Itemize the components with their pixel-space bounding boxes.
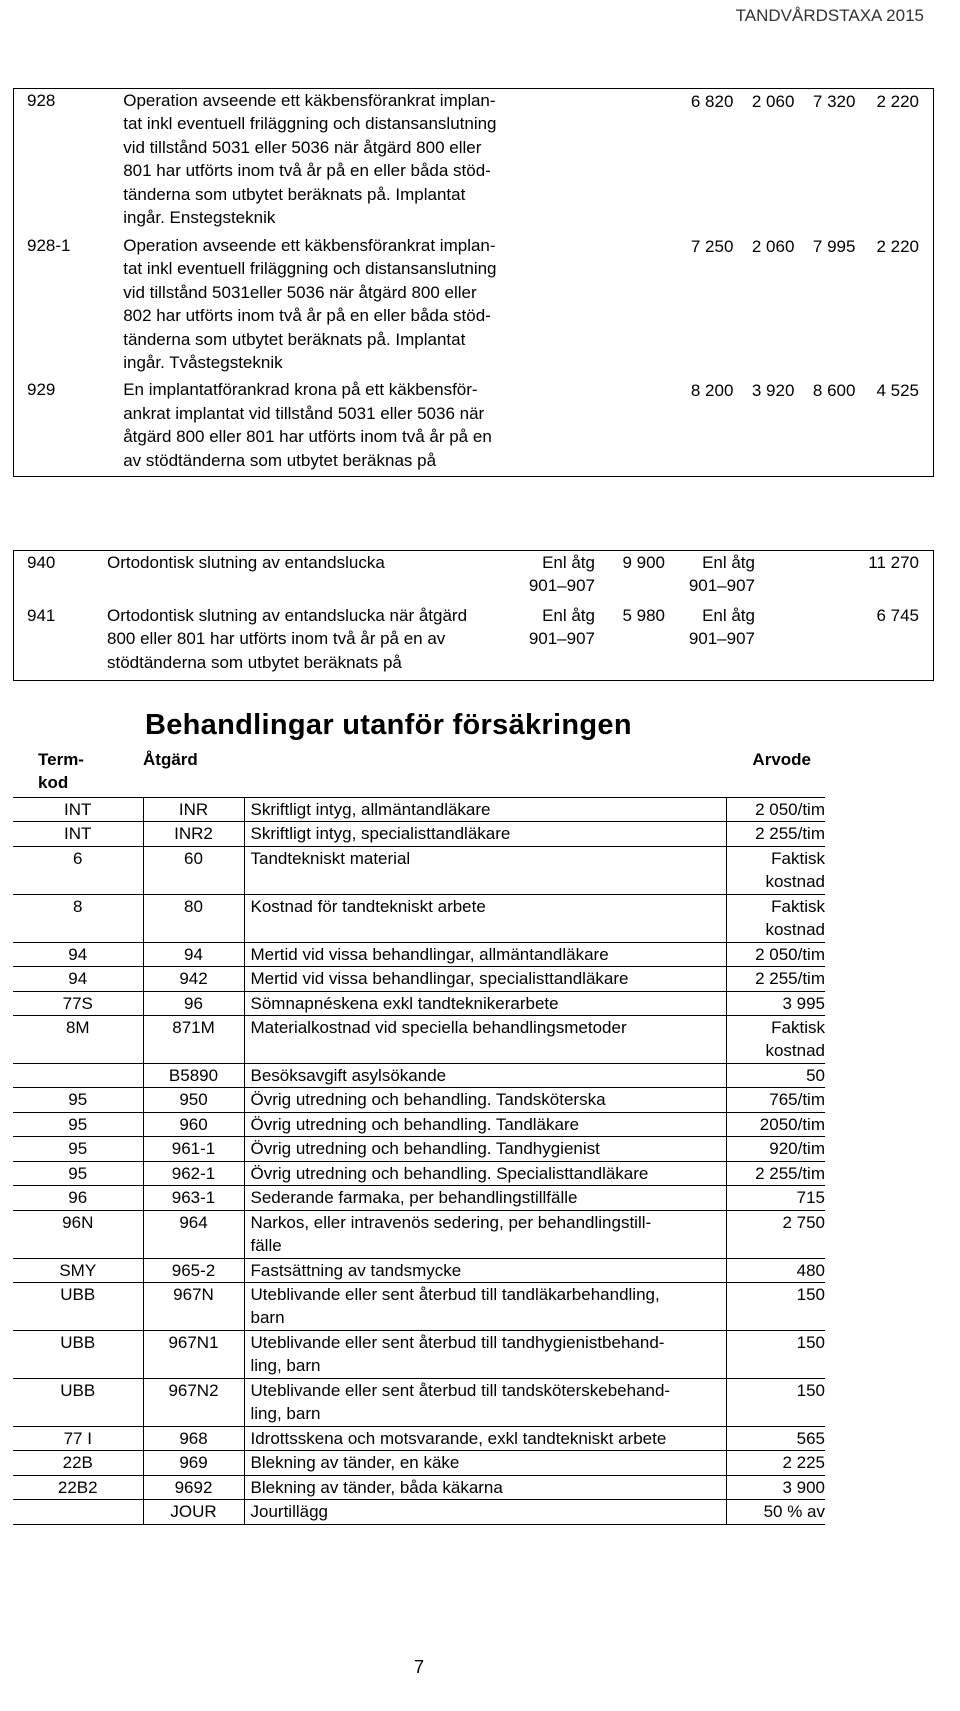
description-line: 801 har utförts inom två år på en eller båda stöd- [123,161,491,181]
arvode-cell [726,967,825,991]
reference-line: 901–907 [688,576,755,596]
termkod-cell: 95 [13,1137,143,1161]
description-line: Övrig utredning och behandling. Specialisttandläkare [250,1163,649,1183]
code-cell: 94 [143,942,244,966]
arvode-cell [726,1137,825,1161]
table-row [13,797,825,821]
table-row [13,1161,825,1185]
reference-line: Enl åtg [702,553,755,572]
description-line: tänderna som utbytet beräknats på. Implantat [123,184,466,204]
description-line: åtgärd 800 eller 801 har utförts inom två år på en [123,427,492,447]
procedure-description [123,89,610,234]
description-line: barn [250,1308,285,1328]
procedure-code: 929 [27,380,56,400]
code-cell: 950 [143,1088,244,1112]
table-row [14,378,934,476]
fee-value: 6 820 [690,92,734,111]
description-line: Blekning av tänder, båda käkarna [250,1477,503,1497]
arvode-line: 50 [806,1065,825,1085]
description-line: ingår. Enstegsteknik [123,208,276,228]
arvode-line: 2 050/tim [755,799,825,819]
arvode-line: kostnad [765,920,825,940]
description-cell [244,1451,726,1475]
column-header-termkod-line: kod [38,773,69,793]
code-cell: 963-1 [143,1186,244,1210]
termkod-cell: 77 I [13,1426,143,1450]
termkod-cell: 77S [13,991,143,1015]
fee-value: 8 600 [812,381,856,401]
arvode-cell [726,1088,825,1112]
code-cell: 9692 [143,1475,244,1499]
description-cell [244,1112,726,1136]
table-row [13,1282,825,1330]
table-row [13,1500,825,1524]
description-line: Ortodontisk slutning av entandslucka [107,553,385,572]
description-line: Mertid vid vissa behandlingar, allmäntandläkare [250,944,609,964]
description-cell [244,1063,726,1087]
page-number: 7 [413,1657,424,1677]
reference-line: 901–907 [528,629,595,649]
arvode-line: kostnad [765,872,825,892]
table-row [13,942,825,966]
termkod-cell: 95 [13,1088,143,1112]
reference-line: Enl åtg [542,553,595,572]
termkod-cell: UBB [13,1378,143,1426]
description-line: Ortodontisk slutning av entandslucka när åtgärd [107,605,468,625]
table-row [13,967,825,991]
fee-value: 3 920 [751,381,795,401]
reference-cell [505,551,595,604]
description-cell [244,1426,726,1450]
reference-line: 901–907 [528,576,595,596]
reference-cell [665,604,755,681]
orthodontic-procedures-table [13,550,934,681]
code-cell: 871M [143,1015,244,1063]
code-cell: 968 [143,1426,244,1450]
description-line: Idrottsskena och motsvarande, exkl tandtekniskt arbete [250,1428,667,1448]
description-cell [244,1186,726,1210]
arvode-line: 3 995 [782,993,825,1013]
arvode-cell [726,894,825,942]
description-line: Blekning av tänder, en käke [250,1453,460,1473]
arvode-line: 480 [796,1260,825,1280]
arvode-cell [726,1015,825,1063]
column-header-termkod [13,748,143,797]
description-line: Operation avseende ett käkbensförankrat implan- [123,235,496,255]
code-cell: 962-1 [143,1161,244,1185]
procedure-code: 940 [27,553,56,572]
description-line: Övrig utredning och behandling. Tandhygienist [250,1139,600,1159]
description-line: vid tillstånd 5031eller 5036 när åtgärd 800 eller [123,282,477,302]
fee-value: 2 220 [876,92,919,111]
column-header-termkod-line: Term- [38,750,84,769]
description-line: Narkos, eller intravenös sedering, per behandlingstill- [250,1212,652,1232]
arvode-line: 3 900 [782,1477,825,1497]
termkod-cell [13,1063,143,1087]
description-line: Materialkostnad vid speciella behandlingsmetoder [250,1017,627,1037]
column-header-atgard: Åtgärd [143,750,198,769]
arvode-cell [726,1186,825,1210]
procedure-code: 941 [27,605,56,625]
code-cell: 80 [143,894,244,942]
termkod-cell: 8M [13,1015,143,1063]
arvode-line: Faktisk [771,1017,825,1037]
description-line: ankrat implantat vid tillstånd 5031 eller 5036 när [123,403,485,423]
description-line: Övrig utredning och behandling. Tandsköterska [250,1090,606,1110]
table-row [13,822,825,846]
description-cell [244,1015,726,1063]
page-header-title: TANDVÅRDSTAXA 2015 [735,6,924,25]
reference-line: 901–907 [688,629,755,649]
description-cell [244,1330,726,1378]
arvode-cell [726,1112,825,1136]
table-row [13,1210,825,1258]
arvode-line: 50 % av [763,1502,825,1522]
termkod-cell [13,1500,143,1524]
description-cell [244,822,726,846]
code-cell: 965-2 [143,1258,244,1282]
description-cell [244,967,726,991]
code-cell: 967N1 [143,1330,244,1378]
description-line: Mertid vid vissa behandlingar, specialisttandläkare [250,969,629,989]
termkod-cell: 96N [13,1210,143,1258]
table-row [13,1088,825,1112]
arvode-line: Faktisk [771,848,825,868]
description-line: ling, barn [250,1356,321,1376]
arvode-line: kostnad [765,1041,825,1061]
termkod-cell: 94 [13,967,143,991]
termkod-cell: INT [13,797,143,821]
arvode-line: 2 255/tim [755,969,825,989]
code-cell: 96 [143,991,244,1015]
treatments-outside-insurance-table [13,748,825,1525]
code-cell: 967N2 [143,1378,244,1426]
description-line: 800 eller 801 har utförts inom två år på en av [107,629,446,649]
column-header-arvode: Arvode [752,750,811,769]
code-cell: 969 [143,1451,244,1475]
reference-cell [665,551,755,604]
description-cell [244,1258,726,1282]
description-line: ling, barn [250,1404,321,1424]
code-cell: 942 [143,967,244,991]
termkod-cell: 95 [13,1112,143,1136]
description-line: stödtänderna som utbytet beräknats på [107,652,402,672]
termkod-cell: 22B [13,1451,143,1475]
arvode-line: 150 [796,1380,825,1400]
fee-value: 9 900 [622,553,665,572]
fee-value: 11 270 [868,553,919,572]
arvode-cell [726,822,825,846]
termkod-cell: 22B2 [13,1475,143,1499]
arvode-cell [726,1500,825,1524]
description-line: Tandtekniskt material [250,848,411,868]
arvode-cell [726,1475,825,1499]
termkod-cell: 95 [13,1161,143,1185]
termkod-cell: UBB [13,1282,143,1330]
description-line: ingår. Tvåstegsteknik [123,352,283,372]
arvode-line: 920/tim [769,1139,825,1159]
description-line: Fastsättning av tandsmycke [250,1260,462,1280]
description-line: 802 har utförts inom två år på en eller båda stöd- [123,306,491,326]
description-line: Sederande farmaka, per behandlingstillfälle [250,1188,578,1208]
procedure-description [123,378,610,476]
description-line: Kostnad för tandtekniskt arbete [250,896,486,916]
description-line: Uteblivande eller sent återbud till tandhygienistbehand- [250,1332,665,1352]
code-cell: INR2 [143,822,244,846]
table-row [13,1112,825,1136]
termkod-cell: 96 [13,1186,143,1210]
code-cell: JOUR [143,1500,244,1524]
description-line: tat inkl eventuell friläggning och distansanslutning [123,114,497,134]
fee-value: 2 060 [751,236,795,256]
description-cell [244,894,726,942]
description-line: Uteblivande eller sent återbud till tandläkarbehandling, [250,1284,660,1304]
arvode-cell [726,846,825,894]
fee-value: 7 995 [812,236,856,256]
description-cell [244,991,726,1015]
arvode-line: 150 [796,1332,825,1352]
table-row [13,991,825,1015]
table-row [14,234,934,379]
termkod-cell: INT [13,822,143,846]
description-cell [244,1137,726,1161]
description-line: Sömnapnéskena exkl tandteknikerarbete [250,993,559,1013]
termkod-cell: UBB [13,1330,143,1378]
arvode-cell [726,1210,825,1258]
arvode-cell [726,1063,825,1087]
arvode-line: 715 [796,1188,825,1208]
code-cell: 967N [143,1282,244,1330]
table-row [13,1137,825,1161]
arvode-cell [726,1282,825,1330]
arvode-line: 765/tim [769,1090,825,1110]
termkod-cell: 6 [13,846,143,894]
code-cell: 961-1 [143,1137,244,1161]
description-line: Övrig utredning och behandling. Tandläkare [250,1114,580,1134]
termkod-cell: SMY [13,1258,143,1282]
arvode-cell [726,991,825,1015]
description-line: Operation avseende ett käkbensförankrat implan- [123,91,496,110]
table-row [14,551,934,604]
code-cell: 964 [143,1210,244,1258]
termkod-cell: 8 [13,894,143,942]
description-line: Besöksavgift asylsökande [250,1065,447,1085]
description-line: tat inkl eventuell friläggning och distansanslutning [123,259,497,279]
arvode-line: 2 050/tim [755,944,825,964]
fee-value: 7 320 [812,92,856,111]
arvode-cell [726,1330,825,1378]
termkod-cell: 94 [13,942,143,966]
code-cell: 960 [143,1112,244,1136]
code-cell: INR [143,797,244,821]
table-row [13,1186,825,1210]
description-cell [244,1475,726,1499]
description-cell [244,1378,726,1426]
arvode-line: 2 255/tim [755,824,825,844]
arvode-cell [726,1378,825,1426]
description-cell [244,942,726,966]
fee-value: 8 200 [690,381,734,401]
description-cell [244,1210,726,1258]
description-line: vid tillstånd 5031 eller 5036 när åtgärd 800 eller [123,137,482,157]
procedure-code: 928 [27,91,56,110]
description-line: En implantatförankrad krona på ett käkbensför- [123,380,478,400]
arvode-line: 150 [796,1284,825,1304]
arvode-cell [726,1451,825,1475]
fee-value: 7 250 [690,236,734,256]
arvode-cell [726,1426,825,1450]
arvode-line: 2 225 [782,1453,825,1473]
arvode-line: 2050/tim [759,1114,825,1134]
table-row [13,1426,825,1450]
reference-line: Enl åtg [542,605,595,625]
table-row [13,1475,825,1499]
implant-procedures-table [13,88,934,477]
table-row [13,1330,825,1378]
table-row [13,1015,825,1063]
procedure-description [107,604,505,681]
table-row [13,1258,825,1282]
procedure-description [123,234,610,379]
description-cell [244,1282,726,1330]
table-row [13,1063,825,1087]
description-cell [244,797,726,821]
description-cell [244,1088,726,1112]
table-row [13,846,825,894]
description-line: fälle [250,1236,282,1256]
description-cell [244,1500,726,1524]
arvode-cell [726,1258,825,1282]
arvode-line: 2 750 [782,1212,825,1232]
description-line: Skriftligt intyg, specialisttandläkare [250,824,511,844]
description-line: Jourtillägg [250,1502,328,1522]
table-row [14,604,934,681]
description-cell [244,1161,726,1185]
table-row [13,1451,825,1475]
table-row [13,894,825,942]
arvode-cell [726,797,825,821]
fee-value: 4 525 [876,381,919,401]
table-row [14,89,934,234]
arvode-line: 565 [796,1428,825,1448]
fee-value: 2 220 [876,236,919,256]
arvode-line: Faktisk [771,896,825,916]
code-cell: 60 [143,846,244,894]
description-cell [244,846,726,894]
description-line: Skriftligt intyg, allmäntandläkare [250,799,491,819]
description-line: Uteblivande eller sent återbud till tandsköterskebehand- [250,1380,671,1400]
procedure-code: 928-1 [27,235,71,255]
table-header-row [13,748,825,797]
arvode-cell [726,1161,825,1185]
reference-cell [505,604,595,681]
fee-value: 5 980 [622,605,665,625]
description-line: tänderna som utbytet beräknats på. Implantat [123,329,466,349]
reference-line: Enl åtg [702,605,755,625]
fee-value: 2 060 [751,92,795,111]
arvode-cell [726,942,825,966]
procedure-description [107,551,505,604]
arvode-line: 2 255/tim [755,1163,825,1183]
code-cell: B5890 [143,1063,244,1087]
section-heading: Behandlingar utanför försäkringen [145,709,632,741]
table-row [13,1378,825,1426]
fee-value: 6 745 [876,605,919,625]
description-line: av stödtänderna som utbytet beräknas på [123,450,437,470]
